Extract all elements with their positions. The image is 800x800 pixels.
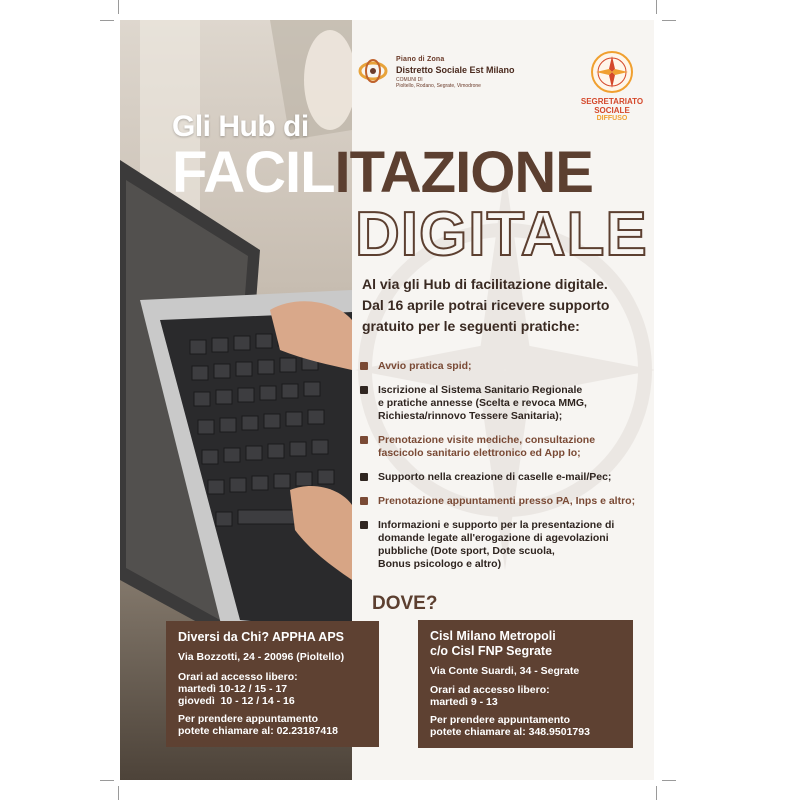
bullet-square-icon — [360, 386, 368, 394]
piano-di-zona-logo — [358, 56, 548, 96]
segretariato-logo — [580, 50, 644, 130]
intro-text — [362, 274, 652, 337]
hours-line: martedì 10-12 / 15 - 17 — [178, 683, 288, 695]
list-item-line: Prenotazione appuntamenti presso PA, Inps e altro; — [378, 495, 636, 507]
list-item-line: fascicolo sanitario elettronico ed App Io; — [378, 447, 581, 459]
list-item-line: Supporto nella creazione di caselle e-mail/Pec; — [378, 471, 612, 483]
location-name: Diversi da Chi? APPHA APS — [178, 630, 345, 644]
logo-ssd-line2: SOCIALE — [594, 106, 630, 115]
location-name: Cisl Milano Metropoli — [430, 629, 556, 643]
crop-mark — [662, 780, 676, 781]
title-line3: DIGITALE — [355, 200, 648, 269]
intro-line: Al via gli Hub di facilitazione digitale. — [362, 276, 608, 292]
bullet-square-icon — [360, 473, 368, 481]
crop-mark — [100, 20, 114, 21]
location-address: Via Conte Suardi, 34 - Segrate — [430, 665, 580, 677]
list-item-line: e pratiche annesse (Scelta e revoca MMG, — [378, 397, 587, 409]
contact-phone: potete chiamare al: 02.23187418 — [178, 725, 338, 737]
list-item-line: pubbliche (Dote sport, Dote scuola, — [378, 545, 555, 557]
crop-mark — [118, 0, 119, 14]
hours-label: Orari ad accesso libero: — [178, 671, 298, 683]
list-item-line: Iscrizione al Sistema Sanitario Regionale — [378, 384, 583, 396]
list-item — [358, 384, 654, 423]
logo-pdz-line3: COMUNI DI — [396, 77, 423, 83]
contact-line: Per prendere appuntamento — [178, 713, 319, 725]
intro-line: gratuito per le seguenti pratiche: — [362, 318, 580, 334]
list-item-line: Informazioni e supporto per la presentazione di — [378, 519, 615, 531]
logo-pdz-line2: Distretto Sociale Est Milano — [396, 65, 515, 75]
location-box-cisl — [418, 620, 633, 748]
title-facil-brown: ITAZIONE — [334, 140, 593, 205]
list-item-line: domande legate all'erogazione di agevolazioni — [378, 532, 609, 544]
list-item — [358, 471, 654, 484]
location-box-appha — [166, 621, 379, 747]
crop-mark — [656, 0, 657, 14]
poster — [120, 20, 654, 780]
list-item — [358, 495, 654, 508]
crop-mark — [662, 20, 676, 21]
contact-line: Per prendere appuntamento — [430, 714, 571, 726]
list-item — [358, 360, 654, 373]
services-list — [358, 360, 654, 582]
list-item-line: Bonus psicologo e altro) — [378, 558, 502, 570]
logo-ssd-line1: SEGRETARIATO — [580, 97, 644, 106]
list-item-line: Prenotazione visite mediche, consultazione — [378, 434, 596, 446]
title-facil-white: FACIL — [172, 140, 335, 205]
contact-phone: potete chiamare al: 348.9501793 — [430, 726, 590, 738]
list-item-line: Avvio pratica spid; — [378, 360, 472, 372]
crop-mark — [100, 780, 114, 781]
crop-mark — [118, 786, 119, 800]
hours-label: Orari ad accesso libero: — [430, 684, 550, 696]
hours-line: martedì 9 - 13 — [430, 696, 498, 708]
list-item-line: Richiesta/rinnovo Tessere Sanitaria); — [378, 410, 563, 422]
hours-line: giovedì 10 - 12 / 14 - 16 — [178, 695, 295, 707]
bullet-square-icon — [360, 362, 368, 370]
list-item — [358, 519, 654, 571]
title-line1: Gli Hub di — [172, 110, 309, 143]
logo-pdz-line1: Piano di Zona — [396, 56, 445, 63]
location-name: c/o Cisl FNP Segrate — [430, 644, 553, 658]
logo-ssd-line3: DIFFUSO — [596, 115, 628, 122]
bullet-square-icon — [360, 436, 368, 444]
intro-line: Dal 16 aprile potrai ricevere supporto — [362, 297, 610, 313]
compass-rose-icon — [590, 50, 634, 94]
list-item — [358, 434, 654, 460]
piano-di-zona-icon — [358, 58, 388, 84]
logo-pdz-line4: Pioltello, Rodano, Segrate, Vimodrone — [396, 83, 481, 89]
dove-heading: DOVE? — [372, 593, 438, 614]
location-address: Via Bozzotti, 24 - 20096 (Pioltello) — [178, 651, 345, 663]
crop-mark — [656, 786, 657, 800]
bullet-square-icon — [360, 521, 368, 529]
bullet-square-icon — [360, 497, 368, 505]
title-line2 — [172, 139, 593, 207]
